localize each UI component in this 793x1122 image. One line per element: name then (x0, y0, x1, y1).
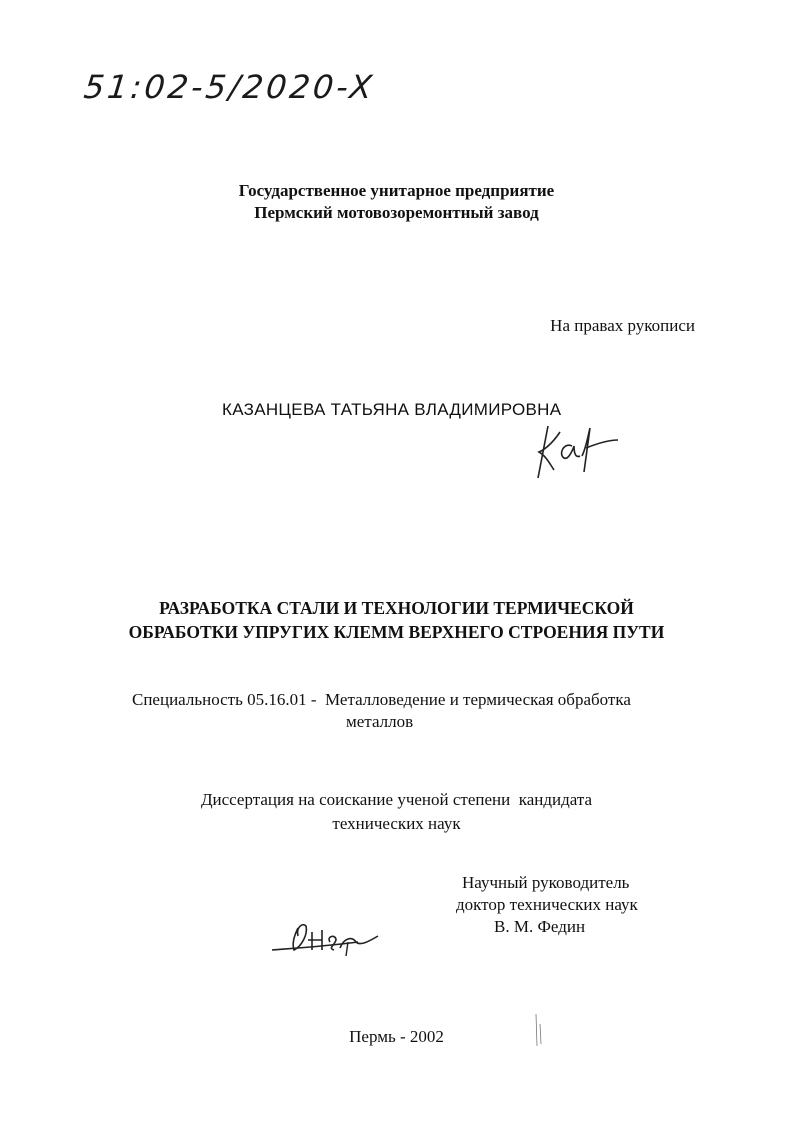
specialty-line (132, 690, 631, 710)
title-line-1: РАЗРАБОТКА СТАЛИ И ТЕХНОЛОГИИ ТЕРМИЧЕСКОЙ (159, 598, 634, 618)
supervisor-role: Научный руководитель (462, 873, 630, 892)
supervisor-name: В. М. Федин (494, 917, 586, 936)
degree-line-2: технических наук (332, 814, 461, 833)
author-signature (530, 418, 630, 488)
degree-line-1: Диссертация на соискание ученой степени кандидата (200, 790, 593, 809)
organization-block (0, 180, 793, 224)
archive-number: 51:02-5/2020-X (82, 68, 377, 106)
supervisor-signature (268, 918, 398, 958)
specialty-name: Металловедение и термическая обработка (325, 690, 631, 709)
dissertation-degree (0, 788, 793, 836)
organization-line-2: Пермский мотовозоремонтный завод (254, 203, 539, 222)
specialty-name-continued: металлов (346, 712, 414, 731)
dissertation-title (0, 596, 793, 644)
specialty-label: Специальность 05.16.01 - (132, 690, 317, 709)
organization-line-1: Государственное унитарное предприятие (238, 181, 555, 200)
supervisor-degree: доктор технических наук (456, 895, 638, 914)
scan-mark (528, 1010, 548, 1050)
city-year: Пермь - 2002 (349, 1027, 444, 1046)
manuscript-note: На правах рукописи (550, 316, 695, 335)
author-name: КАЗАНЦЕВА ТАТЬЯНА ВЛАДИМИРОВНА (222, 400, 562, 419)
title-line-2: ОБРАБОТКИ УПРУГИХ КЛЕММ ВЕРХНЕГО СТРОЕНИЯ ПУТИ (128, 622, 665, 642)
